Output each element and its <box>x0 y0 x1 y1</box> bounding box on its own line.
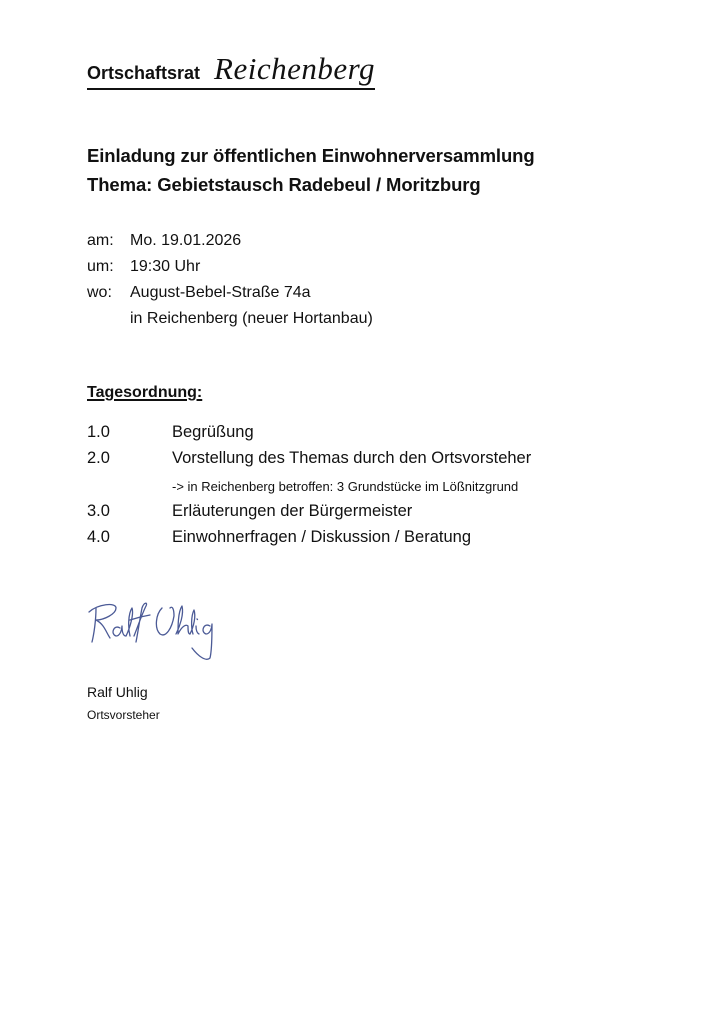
agenda-item-number: 4.0 <box>87 528 110 546</box>
header-place-name: Reichenberg <box>214 51 376 86</box>
agenda-item-number: 3.0 <box>87 502 110 520</box>
agenda-item-text: Erläuterungen der Bürgermeister <box>172 502 413 520</box>
agenda-item-note: -> in Reichenberg betroffen: 3 Grundstücke im Lößnitzgrund <box>172 479 519 494</box>
handwritten-signature <box>86 598 221 670</box>
topic-title: Thema: Gebietstausch Radebeul / Moritzburg <box>87 174 481 195</box>
invitation-title: Einladung zur öffentlichen Einwohnerversammlung <box>87 145 535 166</box>
agenda-item <box>87 528 471 547</box>
detail-label: wo: <box>87 284 112 301</box>
agenda-item-text: Begrüßung <box>172 423 254 441</box>
document-header <box>87 53 375 90</box>
agenda-item <box>87 423 254 442</box>
agenda-item-number: 1.0 <box>87 423 110 441</box>
detail-label: um: <box>87 258 114 275</box>
detail-value: 19:30 Uhr <box>130 258 201 275</box>
agenda-heading: Tagesordnung: <box>87 384 203 401</box>
agenda-item <box>87 502 412 521</box>
detail-time <box>87 258 200 276</box>
agenda-item-text: Einwohnerfragen / Diskussion / Beratung <box>172 528 471 546</box>
agenda-item <box>87 449 531 468</box>
signatory-role: Ortsvorsteher <box>87 708 160 722</box>
agenda-item-number: 2.0 <box>87 449 110 467</box>
detail-label <box>87 310 130 328</box>
detail-label: am: <box>87 232 114 249</box>
detail-location-line2 <box>87 310 373 328</box>
agenda-item-text: Vorstellung des Themas durch den Ortsvorsteher <box>172 449 532 467</box>
detail-value: in Reichenberg (neuer Hortanbau) <box>130 310 373 327</box>
detail-location <box>87 284 311 302</box>
detail-value: Mo. 19.01.2026 <box>130 232 242 249</box>
signatory-name: Ralf Uhlig <box>87 684 148 700</box>
detail-date <box>87 232 241 250</box>
detail-value: August-Bebel-Straße 74a <box>130 284 311 301</box>
header-label: Ortschaftsrat <box>87 63 201 83</box>
